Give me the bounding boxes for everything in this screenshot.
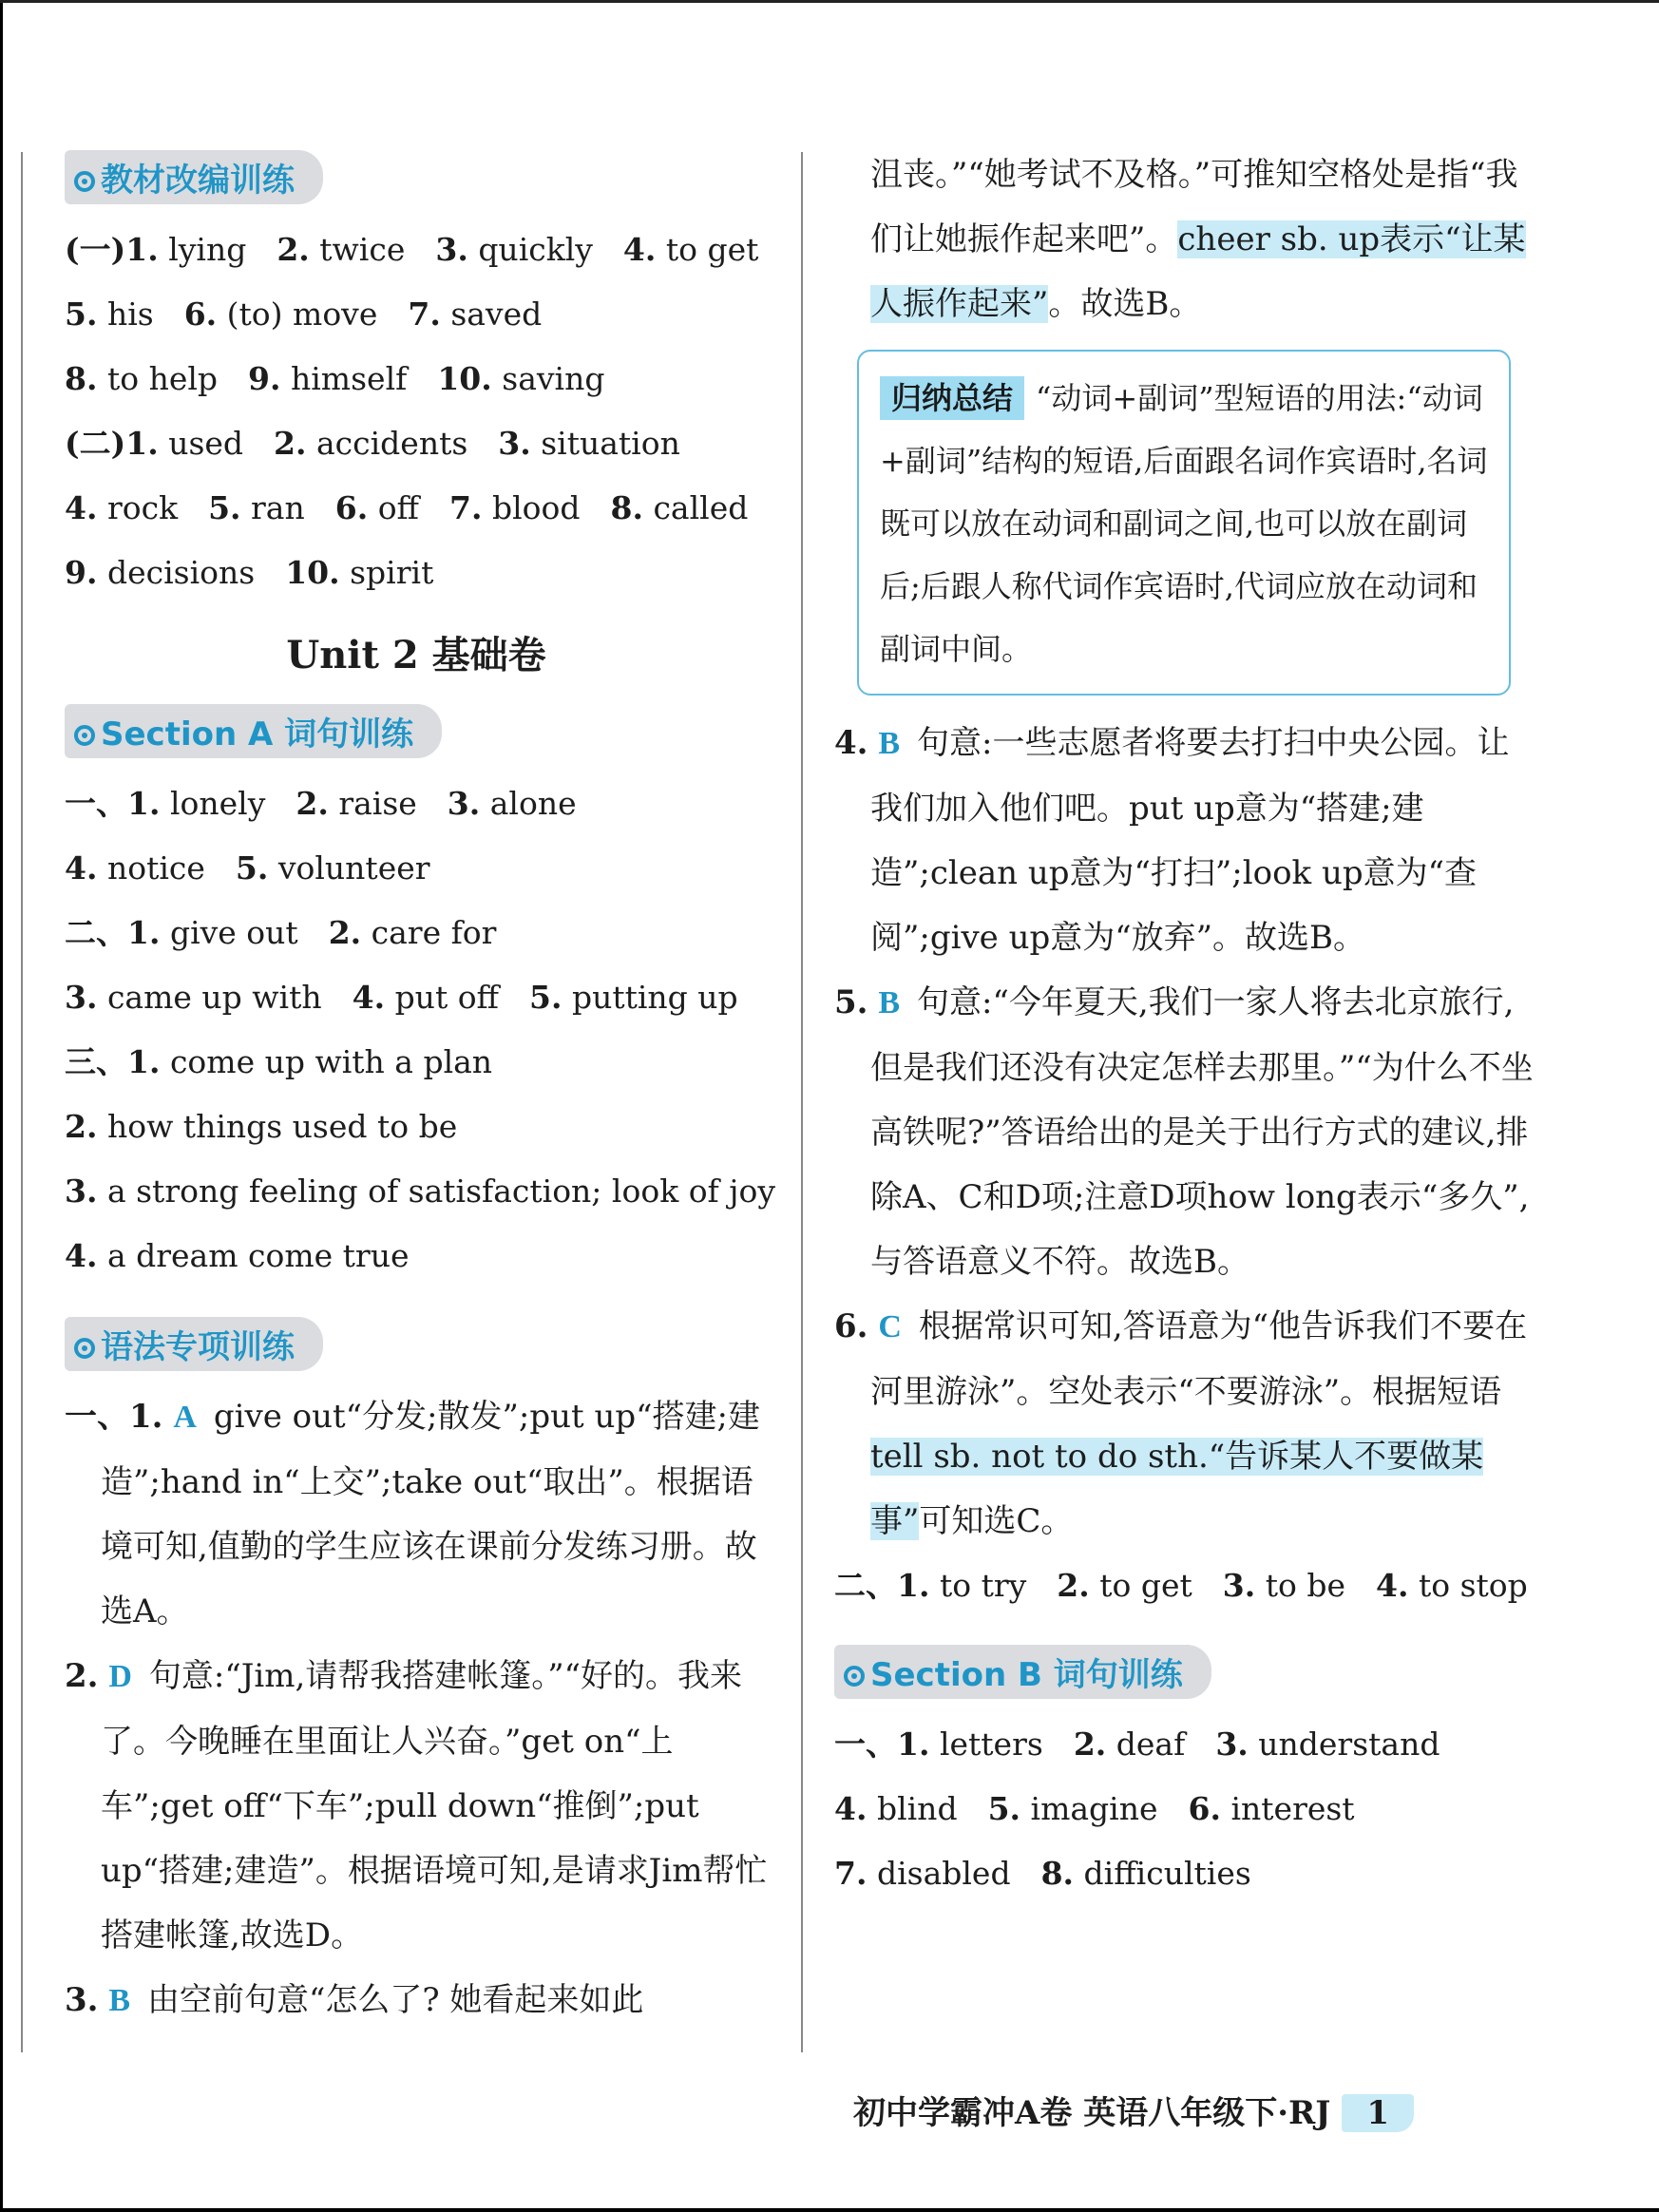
answer-line: 一、1. letters 2. deaf 3. understand: [834, 1726, 1440, 1763]
answer-line: 3. a strong feeling of satisfaction; look of joy: [65, 1173, 776, 1210]
answer-letter: D: [108, 1659, 132, 1694]
bullet-icon: [74, 171, 95, 192]
answer-letter: A: [173, 1400, 197, 1435]
answer-line: 7. disabled 8. difficulties: [834, 1855, 1251, 1892]
page-number: 1: [1342, 2094, 1414, 2132]
answer-line: 4. blind 5. imagine 6. interest: [834, 1790, 1355, 1827]
right-column: [834, 143, 1537, 1906]
highlight: tell sb. not to do sth.“告诉某人不要做某事”: [870, 1438, 1484, 1540]
answer-line: 二、1. to try 2. to get 3. to be 4. to stop: [834, 1567, 1528, 1604]
top-edge: [0, 0, 1659, 3]
unit-title: Unit 2 基础卷: [286, 633, 546, 677]
bullet-icon: [74, 725, 95, 746]
question-explanation: 3. B 由空前句意“怎么了? 她看起来如此: [65, 1981, 644, 2019]
answer-line: 二、1. give out 2. care for: [65, 914, 497, 951]
answer-line: 三、1. come up with a plan: [65, 1043, 493, 1080]
left-margin-rule: [21, 152, 23, 2052]
question-explanation: 4. B 句意:一些志愿者将要去打扫中央公园。让我们加入他们吧。put up意为“搭建;建造”;clean up意为“打扫”;look up意为“查阅”;give up意为“放弃”。故选B。: [834, 724, 1510, 957]
answer-line: 2. how things used to be: [65, 1108, 458, 1145]
answer-letter: B: [878, 985, 900, 1020]
question-explanation: 一、1. A give out“分发;散发”;put up“搭建;建造”;hand in“上交”;take out“取出”。根据语境可知,值勤的学生应该在课前分发练习册。故选A。: [65, 1398, 760, 1630]
question-explanation: 6. C 根据常识可知,答语意为“他告诉我们不要在河里游泳”。空处表示“不要游泳”。根据短语tell sb. not to do sth.“告诉某人不要做某事”可知选C。: [834, 1307, 1528, 1540]
answer-line: 4. notice 5. volunteer: [65, 849, 430, 887]
answer-letter: B: [878, 726, 900, 761]
section-header-grammar: 语法专项训练: [65, 1317, 323, 1371]
page-footer: [853, 2087, 1414, 2133]
bullet-icon: [74, 1338, 95, 1359]
answer-line: 3. came up with 4. put off 5. putting up: [65, 979, 738, 1016]
section-header-section-a: Section A 词句训练: [65, 704, 442, 758]
section-header-section-b: Section B 词句训练: [834, 1645, 1211, 1699]
question-explanation-cont: 沮丧。”“她考试不及格。”可推知空格处是指“我们让她振作起来吧”。cheer sb. up表示“让某人振作起来”。故选B。: [870, 156, 1526, 323]
answer-line: 8. to help 9. himself 10. saving: [65, 360, 605, 397]
answer-letter: B: [108, 1983, 130, 2018]
answer-line: 9. decisions 10. spirit: [65, 554, 434, 591]
question-explanation: 2. D 句意:“Jim,请帮我搭建帐篷。”“好的。我来了。今晚睡在里面让人兴奋。”get on“上车”;get off“下车”;pull down“推倒”;put up“搭建;建造”。根据语境可知,是请求Jim帮忙搭建帐篷,故选D。: [65, 1657, 768, 1955]
left-column: [65, 143, 776, 2033]
answer-line: (一)1. lying 2. twice 3. quickly 4. to get: [65, 231, 759, 268]
answer-line: 5. his 6. (to) move 7. saved: [65, 296, 543, 333]
section-header-textbook: 教材改编训练: [65, 150, 323, 204]
answer-line: 一、1. lonely 2. raise 3. alone: [65, 785, 577, 822]
bullet-icon: [844, 1666, 865, 1687]
question-explanation: 5. B 句意:“今年夏天,我们一家人将去北京旅行,但是我们还没有决定怎样去那里。”“为什么不坐高铁呢?”答语给出的是关于出行方式的建议,排除A、C和D项;注意D项how long表示“多久”,与答语意义不符。故选B。: [834, 983, 1534, 1281]
summary-box: 归纳总结 “动词+副词”型短语的用法:“动词+副词”结构的短语,后面跟名词作宾语时,名词既可以放在动词和副词之间,也可以放在副词后;后跟人称代词作宾语时,代词应放在动词和副词中间。: [857, 350, 1511, 696]
answer-line: (二)1. used 2. accidents 3. situation: [65, 425, 680, 462]
column-divider: [801, 152, 803, 2052]
answer-line: 4. a dream come true: [65, 1237, 410, 1274]
summary-tag: 归纳总结: [880, 376, 1024, 420]
answer-line: 4. rock 5. ran 6. off 7. blood 8. called: [65, 489, 749, 526]
answer-letter: C: [878, 1309, 902, 1344]
highlight: cheer sb. up表示“让某人振作起来”: [870, 220, 1526, 323]
book-title: 初中学霸冲A卷 英语八年级下·RJ: [853, 2094, 1331, 2132]
